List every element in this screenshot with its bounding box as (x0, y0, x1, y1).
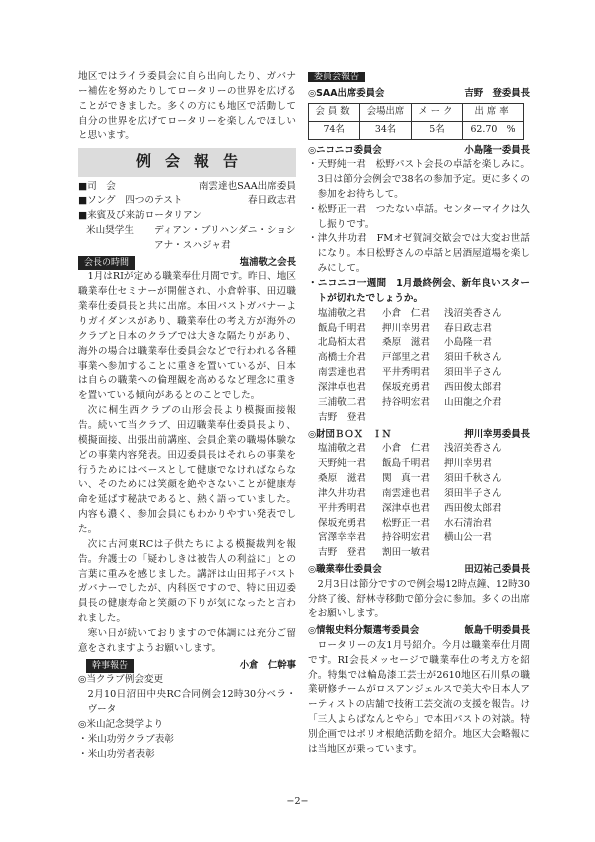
member-name: 戸部里之君 (382, 352, 430, 364)
member-name: 浅沼美香さん (444, 443, 502, 455)
intro-text: 地区ではライラ委員会に自ら出向したり、ガバナー補佐を努めたりしてロータリーの世界を広げることができました。多くの方にも地区で活動して自分の世界を広げてロータリーを楽しんでほしいと思います。 (78, 71, 296, 142)
kanji-item: ◎米山記念奨学より (78, 718, 164, 730)
joho-header (308, 624, 530, 639)
niko-chair: 小島隆一委員長 (464, 144, 530, 156)
niko-item: ・ニコニコ一週間 1月最終例会、新年良いスタートが切れたでしょうか。 (308, 278, 530, 304)
member-name: 水石清治君 (444, 517, 492, 529)
program-item (78, 224, 296, 254)
shokugyo-chair: 田辺祐己委員長 (464, 564, 530, 576)
member-name (444, 546, 534, 561)
member-name: 押川幸男君 (444, 458, 492, 470)
niko-header (308, 144, 530, 159)
member-name: 関 真一君 (382, 472, 430, 484)
attendance-value: 5名 (411, 122, 462, 140)
niko-item: ・松野正一君 つたない卓話。センターマイクは久し振りです。 (308, 203, 530, 230)
member-name: 須田千秋さん (444, 352, 502, 364)
member-name: 小倉 仁君 (382, 307, 430, 319)
kanji-item: ◎当クラブ例会変更 (78, 674, 164, 686)
kaichou-para: 1月はRIが定める職業奉仕月間です。昨日、地区職業奉仕セミナーが開催され、小倉幹事、田辺職業奉仕委員長と共に出席。本田パストガバナーよりガイダンスがあり、職業奉仕の考え方が海外のクラブと日本のクラブでは大きな隔たりがあり、海外の場合は職業奉仕委員会などで行われる各種事業へ参加することに重きを置いているが、日本は自らの職業への倫理観を高めるなど理念に重きを置いている傾向があるとのことでした。 (78, 271, 296, 402)
member-name: 持谷明宏君 (382, 532, 430, 544)
member-name: 浅沼美香さん (444, 307, 502, 319)
member-name: 持谷明宏君 (382, 396, 430, 408)
program-key: 米山奨学生 (86, 225, 134, 237)
member-name: 天野純一君 (318, 458, 366, 470)
program-val: 南雲達也SAA出席委員 (198, 180, 296, 192)
member-name: 押川幸男君 (382, 322, 430, 334)
program-item (78, 180, 296, 195)
member-name: 南雲達也君 (318, 367, 366, 379)
kanji-item: ・米山功労者表彰 (78, 748, 155, 760)
member-name: 西田俊太郎君 (444, 382, 502, 394)
attendance-header: 出席率 (463, 104, 524, 122)
niko-item: ・天野純一君 松野パスト会長の卓話を楽しみに。3日は節分会例会で38名の参加予定。更に多くの参加をお待ちして。 (308, 159, 530, 200)
joho-text: ロータリーの友1月号紹介。今月は職業奉仕月間です。RI会長メッセージで職業奉仕の考え方を紹介。特集では輪島漆工芸士が2610地区石川県の職業研修チームがロスアンジェルスで美大や日本人アーティストの店舗で技術工芸交流の支援を報告。け「三人よらばなんとやら」で本田パストの対談。特別企画ではポリオ根絶活動を紹介。地区大会略報には当地区が乗っています。 (308, 639, 530, 755)
member-name: 須田半子さん (444, 367, 502, 379)
kanji-item: ・米山功労クラブ表彰 (78, 733, 174, 745)
kanji-header (78, 659, 296, 674)
attendance-header-row (309, 104, 524, 122)
kaichou-para: 次に古河東RCは子供たちによる模擬裁判を報告。弁護士の「疑わしきは被告人の利益に」との言葉に重みを感じました。講評は山田邦子パストガバナーでしたが、内科医ですので、特に田辺委員長の健康寿命と笑顔の下りが気になったと言われました。 (78, 538, 296, 625)
iinkai-tag: 委員会報告 (308, 72, 365, 82)
kaichou-para: 次に桐生西クラブの山形会長より模擬面接報告。続いて当クラブ、田辺職業奉仕委員長より、模擬面接、出張出前講座、会員企業の職場体験などの事業内容発表。田辺委員長はそれらの事業を行うためにはベースとして健康でなければならない、そのためには笑顔を絶やさないことが健康寿命を延ばす秘訣であると、熱く語っていました。内容も濃く、参加会員にもわかりやすい発表でした。 (78, 405, 296, 536)
attendance-header: メーク (411, 104, 462, 122)
program-val: 春日政志君 (248, 195, 296, 207)
member-name: 割田一敏君 (382, 547, 430, 559)
program-val: ディアン・ブリハンダニ・ショシアナ・スハジャ君 (154, 225, 296, 251)
member-name: 桑原 滋君 (318, 472, 366, 484)
member-name: 春日政志君 (444, 322, 492, 334)
program-key: ■来賓及び来訪ロータリアン (78, 210, 202, 222)
niko-title: ◎ニコニコ委員会 (308, 144, 382, 156)
kaichou-header (78, 256, 296, 271)
box-chair: 押川幸男委員長 (464, 428, 530, 440)
member-name: 高橋士介君 (318, 352, 366, 364)
program-item (78, 209, 296, 224)
saa-title: ◎SAA出席委員会 (308, 87, 385, 99)
attendance-header: 会場出席 (360, 104, 412, 122)
member-name: 平井秀明君 (318, 502, 366, 514)
saa-header (308, 87, 530, 102)
niko-item: ・津久井功君 FMオゼ賀詞交歓会では大変お世話になり。本日松野さんの卓話と居酒屋道場を楽しみにして。 (308, 233, 530, 275)
attendance-value-row (309, 122, 524, 140)
member-name: 桑原 滋君 (382, 337, 430, 349)
attendance-value: 62.70 % (463, 122, 524, 140)
member-name: 山田龍之介君 (444, 396, 502, 408)
member-name: 松野正一君 (382, 517, 430, 529)
kanji-name: 小倉 仁幹事 (239, 659, 296, 671)
attendance-header: 会員数 (309, 104, 360, 122)
program-list (78, 180, 296, 254)
member-name: 深津卓也君 (382, 502, 430, 514)
attendance-value: 74名 (309, 122, 360, 140)
member-name: 津久井功君 (318, 487, 366, 499)
program-key: ■ソング 四つのテスト (78, 195, 183, 207)
saa-chair: 吉野 登委員長 (464, 87, 530, 99)
member-name: 小島隆一君 (444, 337, 492, 349)
attendance-value: 34名 (360, 122, 412, 140)
member-name: 吉野 登君 (318, 547, 366, 559)
member-name: 平井秀明君 (382, 367, 430, 379)
member-name (444, 411, 534, 426)
member-name: 塩浦敬之君 (318, 443, 366, 455)
box-header (308, 428, 530, 443)
member-name: 南雲達也君 (382, 487, 430, 499)
member-name: 北島栢太君 (318, 337, 366, 349)
member-name: 飯島千明君 (382, 458, 430, 470)
niko-name-grid (308, 307, 530, 426)
program-key: ■司 会 (78, 180, 116, 192)
member-name: 塩浦敬之君 (318, 307, 366, 319)
shokugyo-header (308, 563, 530, 578)
program-item (78, 194, 296, 209)
kanji-item: 2月10日沼田中央RC合同例会12時30分ベラ・ヴータ (87, 689, 296, 716)
member-name: 横山公一君 (444, 532, 492, 544)
shokugyo-text: 2月3日は節分ですので例会場12時点鐘、12時30分終了後、舒林寺移動で節分会に参加。多くの出席をお願いします。 (308, 578, 530, 620)
shokugyo-title: ◎職業奉仕委員会 (308, 564, 382, 576)
right-column (308, 70, 530, 758)
member-name: 三浦敬二君 (318, 396, 366, 408)
box-title: ◎財団ＢＯＸ ＩＮ (308, 428, 392, 440)
joho-title: ◎情報史料分類選考委員会 (308, 625, 420, 637)
kaichou-tag: 会長の時間 (78, 256, 135, 270)
member-name: 吉野 登君 (318, 411, 366, 423)
member-name: 須田千秋さん (444, 472, 502, 484)
kaichou-name: 塩浦敬之会長 (239, 256, 296, 268)
member-name: 保坂充勇君 (318, 517, 366, 529)
member-name: 宮澤幸幸君 (318, 532, 366, 544)
left-column (78, 70, 296, 763)
member-name: 小倉 仁君 (382, 443, 430, 455)
member-name: 西田俊太郎君 (444, 502, 502, 514)
attendance-table (308, 103, 524, 139)
member-name: 保坂充勇君 (382, 382, 430, 394)
member-name: 須田半子さん (444, 487, 502, 499)
box-name-grid (308, 442, 530, 561)
joho-chair: 飯島千明委員長 (464, 625, 530, 637)
member-name (382, 411, 444, 426)
reikai-banner: 例会報告 (78, 148, 296, 176)
page-number: −2− (286, 796, 309, 807)
kanji-tag: 幹事報告 (86, 659, 134, 673)
member-name: 深津卓也君 (318, 382, 366, 394)
kaichou-para: 寒い日が続いておりますので体調には充分ご留意をされますようお願いします。 (78, 628, 296, 654)
member-name: 飯島千明君 (318, 322, 366, 334)
